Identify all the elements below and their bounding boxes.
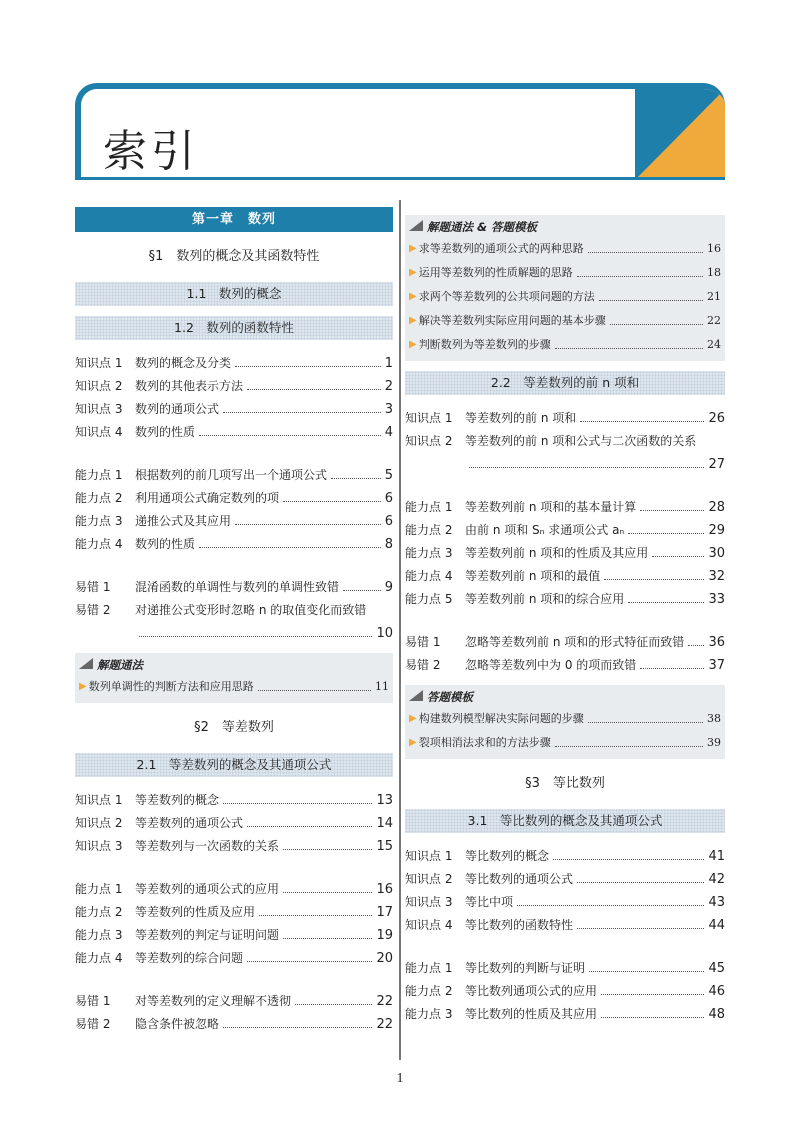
entry-label: 能力点 1 <box>405 500 453 514</box>
method-item[interactable] <box>409 731 721 755</box>
leader-dots <box>577 276 703 277</box>
entry-page: 29 <box>708 523 725 538</box>
entry-title: 等差数列的综合问题 <box>135 951 244 965</box>
index-entry[interactable] <box>405 868 725 891</box>
spacer <box>405 937 725 957</box>
method-item-page: 11 <box>375 680 389 693</box>
entry-page: 45 <box>708 961 725 976</box>
leader-dots <box>199 547 381 548</box>
index-entry[interactable] <box>405 654 725 677</box>
page-number: 1 <box>396 1071 404 1086</box>
entry-title: 等差数列前 n 项和的最值 <box>465 569 601 583</box>
index-entry[interactable] <box>75 510 393 533</box>
entry-title: 等差数列的前 n 项和 <box>465 411 577 425</box>
method-item[interactable] <box>409 333 721 357</box>
index-entry[interactable] <box>405 980 725 1003</box>
entry-label: 知识点 3 <box>405 895 453 909</box>
spacer <box>75 444 393 464</box>
index-entry[interactable] <box>75 812 393 835</box>
leader-dots <box>283 849 372 850</box>
entry-page: 10 <box>376 626 393 641</box>
method-box-title: 答题模板 <box>427 690 473 704</box>
spacer <box>75 858 393 878</box>
index-entry[interactable] <box>405 631 725 654</box>
subsection-heading[interactable]: 1.2 数列的函数特性 <box>75 316 393 340</box>
entry-title: 等差数列的前 n 项和公式与二次函数的关系 <box>465 434 697 448</box>
method-item-title: 解决等差数列实际应用问题的基本步骤 <box>418 314 606 327</box>
index-entry[interactable] <box>405 542 725 565</box>
section-heading[interactable]: §3 等比数列 <box>525 776 605 791</box>
entry-page: 46 <box>708 984 725 999</box>
method-item-page: 21 <box>707 290 721 303</box>
entry-page: 41 <box>708 849 725 864</box>
method-item-page: 39 <box>707 736 721 749</box>
entry-title: 等比中项 <box>465 895 514 909</box>
entry-page: 13 <box>376 793 393 808</box>
method-item-title: 求两个等差数列的公共项问题的方法 <box>418 290 595 303</box>
entry-page: 15 <box>376 839 393 854</box>
entry-page: 2 <box>384 379 393 394</box>
method-box-header <box>79 655 389 675</box>
subsection-heading[interactable]: 3.1 等比数列的概念及其通项公式 <box>405 809 725 833</box>
leader-dots <box>517 905 704 906</box>
leader-dots <box>628 602 704 603</box>
entry-label: 能力点 2 <box>75 491 123 505</box>
leader-dots <box>235 524 381 525</box>
method-item-page: 18 <box>707 266 721 279</box>
entry-title: 等差数列与一次函数的关系 <box>135 839 280 853</box>
triangle-icon <box>409 220 423 231</box>
leader-dots <box>599 300 703 301</box>
method-item-title: 构建数列模型解决实际问题的步骤 <box>418 712 584 725</box>
index-entry[interactable] <box>75 533 393 556</box>
entry-title: 递推公式及其应用 <box>135 514 232 528</box>
index-entry[interactable] <box>405 957 725 980</box>
leader-dots <box>343 590 381 591</box>
entry-title: 对递推公式变形时忽略 n 的取值变化而致错 <box>135 603 367 617</box>
entry-label: 能力点 3 <box>405 1007 453 1021</box>
entry-label: 知识点 2 <box>405 434 453 448</box>
entry-page: 22 <box>376 994 393 1009</box>
entry-label: 能力点 1 <box>75 882 123 896</box>
entry-title: 根据数列的前几项写出一个通项公式 <box>135 468 328 482</box>
entry-label: 能力点 1 <box>75 468 123 482</box>
entry-page: 28 <box>708 500 725 515</box>
entry-page: 5 <box>384 468 393 483</box>
leader-dots <box>589 971 704 972</box>
method-item-page: 38 <box>707 712 721 725</box>
entry-page: 33 <box>708 592 725 607</box>
entry-label: 能力点 4 <box>75 951 123 965</box>
index-entry[interactable] <box>75 1013 393 1036</box>
method-box <box>405 685 725 759</box>
entry-title: 等差数列的性质及应用 <box>135 905 256 919</box>
entry-title: 对等差数列的定义理解不透彻 <box>135 994 292 1008</box>
arrow-icon: ▶ <box>409 267 417 278</box>
entry-title: 数列的其他表示方法 <box>135 379 244 393</box>
entry-page: 22 <box>376 1017 393 1032</box>
entry-label: 易错 2 <box>405 658 441 672</box>
section-heading[interactable]: §2 等差数列 <box>194 720 274 735</box>
entry-continuation[interactable] <box>405 453 725 476</box>
leader-dots <box>577 882 704 883</box>
corner-decoration <box>635 89 725 180</box>
entry-page: 27 <box>708 457 725 472</box>
index-entry[interactable] <box>75 990 393 1013</box>
entry-label: 知识点 3 <box>75 402 123 416</box>
leader-dots <box>247 961 372 962</box>
index-entry[interactable] <box>75 947 393 970</box>
leader-dots <box>601 1017 704 1018</box>
index-entry[interactable] <box>75 487 393 510</box>
entry-title: 等比数列的通项公式 <box>465 872 574 886</box>
leader-dots <box>247 826 372 827</box>
entry-title: 利用通项公式确定数列的项 <box>135 491 280 505</box>
entry-page: 37 <box>708 658 725 673</box>
entry-title: 等差数列前 n 项和的基本量计算 <box>465 500 637 514</box>
entry-label: 知识点 1 <box>405 849 453 863</box>
spacer <box>75 556 393 576</box>
entry-label: 能力点 2 <box>405 984 453 998</box>
method-item-title: 判断数列为等差数列的步骤 <box>418 338 551 351</box>
method-item-page: 22 <box>707 314 721 327</box>
spacer <box>75 970 393 990</box>
index-entry[interactable] <box>405 430 725 453</box>
method-box-header <box>409 687 721 707</box>
index-entry[interactable] <box>75 352 393 375</box>
entry-page: 8 <box>384 537 393 552</box>
arrow-icon: ▶ <box>409 291 417 302</box>
index-entry[interactable] <box>75 901 393 924</box>
subsection-heading[interactable]: 2.1 等差数列的概念及其通项公式 <box>75 753 393 777</box>
index-entry[interactable] <box>405 914 725 937</box>
index-entry[interactable] <box>405 519 725 542</box>
entry-label: 知识点 1 <box>75 793 123 807</box>
entry-page: 16 <box>376 882 393 897</box>
index-entry[interactable] <box>405 891 725 914</box>
entry-page: 20 <box>376 951 393 966</box>
entry-page: 4 <box>384 425 393 440</box>
method-box-title: 解题通法 & 答题模板 <box>427 220 538 234</box>
entry-page: 9 <box>384 580 393 595</box>
entry-label: 能力点 3 <box>405 546 453 560</box>
entry-page: 6 <box>384 491 393 506</box>
entry-label: 知识点 2 <box>75 379 123 393</box>
entry-title: 等差数列前 n 项和的综合应用 <box>465 592 625 606</box>
arrow-icon: ▶ <box>79 681 87 692</box>
index-entry[interactable] <box>75 924 393 947</box>
index-entry[interactable] <box>75 375 393 398</box>
index-entry[interactable] <box>405 588 725 611</box>
leader-dots <box>555 746 703 747</box>
entry-title: 等比数列的判断与证明 <box>465 961 586 975</box>
method-item-page: 24 <box>707 338 721 351</box>
method-item-title: 求等差数列的通项公式的两种思路 <box>418 242 584 255</box>
entry-label: 易错 1 <box>75 580 111 594</box>
leader-dots <box>580 421 704 422</box>
leader-dots <box>259 915 372 916</box>
leader-dots <box>283 892 372 893</box>
leader-dots <box>553 859 704 860</box>
leader-dots <box>652 556 704 557</box>
entry-title: 混淆函数的单调性与数列的单调性致错 <box>135 580 340 594</box>
entry-page: 3 <box>384 402 393 417</box>
entry-title: 等差数列前 n 项和的性质及其应用 <box>465 546 649 560</box>
entry-label: 知识点 2 <box>75 816 123 830</box>
leader-dots <box>588 252 703 253</box>
leader-dots <box>640 510 704 511</box>
entry-page: 19 <box>376 928 393 943</box>
entry-page: 14 <box>376 816 393 831</box>
leader-dots <box>628 533 704 534</box>
chapter-heading[interactable]: 第一章 数列 <box>75 207 393 232</box>
method-box <box>75 653 393 703</box>
method-item-title: 运用等差数列的性质解题的思路 <box>418 266 573 279</box>
index-entry[interactable] <box>405 1003 725 1026</box>
arrow-icon: ▶ <box>409 315 417 326</box>
triangle-icon <box>409 690 423 701</box>
entry-label: 能力点 3 <box>75 514 123 528</box>
left-column <box>75 207 393 1036</box>
entry-title: 等差数列的通项公式 <box>135 816 244 830</box>
index-entry[interactable] <box>405 565 725 588</box>
index-entry[interactable] <box>75 576 393 599</box>
method-box <box>405 215 725 361</box>
arrow-icon: ▶ <box>409 713 417 724</box>
triangle-icon <box>79 658 93 669</box>
entry-title: 等差数列的概念 <box>135 793 220 807</box>
entry-page: 1 <box>384 356 393 371</box>
entry-title: 隐含条件被忽略 <box>135 1017 220 1031</box>
leader-dots <box>223 412 381 413</box>
method-box-title: 解题通法 <box>97 658 143 672</box>
method-item[interactable] <box>409 707 721 731</box>
entry-label: 知识点 4 <box>405 918 453 932</box>
spacer <box>405 476 725 496</box>
leader-dots <box>247 389 381 390</box>
leader-dots <box>604 579 704 580</box>
header-rule <box>75 177 725 180</box>
subsection-heading[interactable]: 2.2 等差数列的前 n 项和 <box>405 371 725 395</box>
entry-page: 36 <box>708 635 725 650</box>
index-entry[interactable] <box>75 878 393 901</box>
entry-page: 44 <box>708 918 725 933</box>
leader-dots <box>331 478 381 479</box>
section-heading[interactable]: §1 数列的概念及其函数特性 <box>148 249 320 264</box>
leader-dots <box>588 722 703 723</box>
entry-page: 32 <box>708 569 725 584</box>
index-entry[interactable] <box>75 398 393 421</box>
method-box-header <box>409 217 721 237</box>
index-entry[interactable] <box>405 496 725 519</box>
entry-label: 知识点 4 <box>75 425 123 439</box>
entry-label: 知识点 3 <box>75 839 123 853</box>
leader-dots <box>283 938 372 939</box>
index-entry[interactable] <box>75 421 393 444</box>
leader-dots <box>610 324 703 325</box>
column-divider <box>399 200 401 1060</box>
entry-label: 能力点 2 <box>75 905 123 919</box>
entry-label: 易错 2 <box>75 1017 111 1031</box>
method-item[interactable] <box>409 261 721 285</box>
entry-label: 能力点 4 <box>405 569 453 583</box>
entry-title: 等比数列的性质及其应用 <box>465 1007 598 1021</box>
leader-dots <box>199 435 381 436</box>
index-entry[interactable] <box>405 407 725 430</box>
leader-dots <box>640 668 704 669</box>
leader-dots <box>601 994 704 995</box>
leader-dots <box>223 1027 372 1028</box>
entry-continuation[interactable] <box>75 622 393 645</box>
method-item[interactable] <box>409 285 721 309</box>
entry-title: 数列的性质 <box>135 537 196 551</box>
header-tab <box>75 83 725 180</box>
spacer <box>405 611 725 631</box>
method-item[interactable] <box>79 675 389 699</box>
index-entry[interactable] <box>75 464 393 487</box>
entry-page: 42 <box>708 872 725 887</box>
entry-page: 26 <box>708 411 725 426</box>
entry-title: 等比数列的概念 <box>465 849 550 863</box>
entry-label: 知识点 2 <box>405 872 453 886</box>
entry-title: 数列的通项公式 <box>135 402 220 416</box>
leader-dots <box>688 645 704 646</box>
entry-label: 能力点 3 <box>75 928 123 942</box>
entry-title: 忽略等差数列中为 0 的项而致错 <box>465 658 637 672</box>
leader-dots <box>295 1004 372 1005</box>
index-entry[interactable] <box>75 835 393 858</box>
method-item[interactable] <box>409 237 721 261</box>
leader-dots <box>555 348 703 349</box>
entry-label: 易错 2 <box>75 603 111 617</box>
entry-page: 43 <box>708 895 725 910</box>
leader-dots <box>235 366 381 367</box>
entry-label: 能力点 4 <box>75 537 123 551</box>
entry-page: 6 <box>384 514 393 529</box>
entry-page: 48 <box>708 1007 725 1022</box>
index-entry[interactable] <box>75 599 393 622</box>
method-item-title: 裂项相消法求和的方法步骤 <box>418 736 551 749</box>
entry-label: 易错 1 <box>75 994 111 1008</box>
entry-title: 忽略等差数列前 n 项和的形式特征而致错 <box>465 635 685 649</box>
page-title: 索引 <box>103 126 199 177</box>
method-item-title: 数列单调性的判断方法和应用思路 <box>88 680 254 693</box>
index-entry[interactable] <box>405 845 725 868</box>
entry-title: 等差数列的通项公式的应用 <box>135 882 280 896</box>
entry-label: 能力点 5 <box>405 592 453 606</box>
entry-title: 等比数列通项公式的应用 <box>465 984 598 998</box>
leader-dots <box>223 803 372 804</box>
leader-dots <box>258 690 371 691</box>
entry-page: 17 <box>376 905 393 920</box>
leader-dots <box>283 501 381 502</box>
entry-label: 能力点 2 <box>405 523 453 537</box>
entry-title: 由前 n 项和 Sₙ 求通项公式 aₙ <box>465 523 625 537</box>
index-entry[interactable] <box>75 789 393 812</box>
arrow-icon: ▶ <box>409 243 417 254</box>
arrow-icon: ▶ <box>409 339 417 350</box>
subsection-heading[interactable]: 1.1 数列的概念 <box>75 282 393 306</box>
entry-title: 数列的性质 <box>135 425 196 439</box>
entry-label: 知识点 1 <box>405 411 453 425</box>
method-item-page: 16 <box>707 242 721 255</box>
leader-dots <box>139 636 372 637</box>
entry-title: 等差数列的判定与证明问题 <box>135 928 280 942</box>
method-item[interactable] <box>409 309 721 333</box>
right-column <box>405 207 725 1026</box>
leader-dots <box>577 928 704 929</box>
leader-dots <box>469 467 704 468</box>
entry-page: 30 <box>708 546 725 561</box>
entry-title: 数列的概念及分类 <box>135 356 232 370</box>
entry-label: 易错 1 <box>405 635 441 649</box>
arrow-icon: ▶ <box>409 737 417 748</box>
entry-label: 能力点 1 <box>405 961 453 975</box>
entry-label: 知识点 1 <box>75 356 123 370</box>
entry-title: 等比数列的函数特性 <box>465 918 574 932</box>
